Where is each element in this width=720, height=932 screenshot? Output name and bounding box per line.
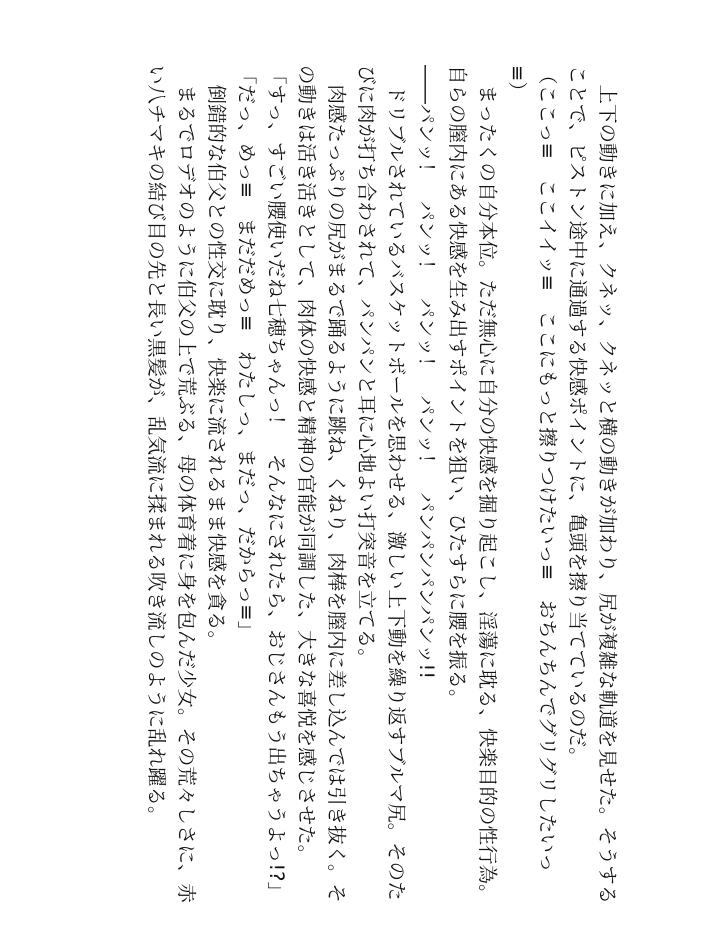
text-line: 「すっ、すごい腰使いだね七穂ちゃんっ！ そんなにされたら、おじさんもう出ちゃうよっ!?」 — [264, 65, 288, 901]
text-line: 自らの膣内にある快感を生み出すポイントを狙い、ひたすらに腰を振る。 — [445, 65, 469, 709]
text-line: まったくの自分本位。ただ無心に自分の快感を掘り起こし、淫蕩に耽る、快楽目的の性行為。 — [475, 65, 499, 904]
text-line: ≡） — [505, 65, 529, 101]
text-line: びに肉が打ち合わされて、パンパンと耳に心地よい打突音を立てる。 — [355, 65, 379, 668]
text-line: 上下の動きに加え、クネッ、クネッと横の動きが加わり、尻が複雑な軌道を見せた。そうする — [596, 65, 619, 905]
text-line: まるでロデオのように伯父の上で荒ぶる、母の体育着に身を包んだ少女。その荒々しさに、赤 — [174, 65, 198, 903]
text-line: い八チマキの結び目の先と長い黒髪が、乱気流に揉まれる吹き流しのように乱れ躍る。 — [144, 65, 168, 826]
text-line: ドリブルされているバスケットボールを思わせる、激しい上下動を繰り返すブルマ尻。そのた — [385, 65, 409, 901]
text-line: の動きは活き活きとして、肉体の快感と精神の官能が同調した、大きな喜悦を感じさせた。 — [295, 65, 319, 865]
text-line: 倒錯的な伯父との性交に耽り、快楽に流されるまま快感を貪る。 — [204, 65, 228, 651]
text-line: （ここっ≡ ここイイッ≡ ここにもっと擦りつけたいっ≡ おちんちんでグリグリしたいっ — [535, 65, 559, 873]
text-line: 肉感たっぷりの尻がまるで踊るように跳ね、くねり、肉棒を膣内に差し込んでは引き抜く。そ — [325, 65, 349, 903]
text-line: ことで、ピストン途中に通過する快感ポイントに、亀頭を擦り当てているのだ。 — [565, 65, 589, 767]
text-line: 「だっ、めっ≡ まだだめっ≡ わたしっ、まだっ、だからっ≡」 — [234, 65, 258, 641]
text-line: ――パンッ！ パンッ！ パンッ！ パンッ！ パンパンパンパンッ!! — [415, 65, 439, 680]
